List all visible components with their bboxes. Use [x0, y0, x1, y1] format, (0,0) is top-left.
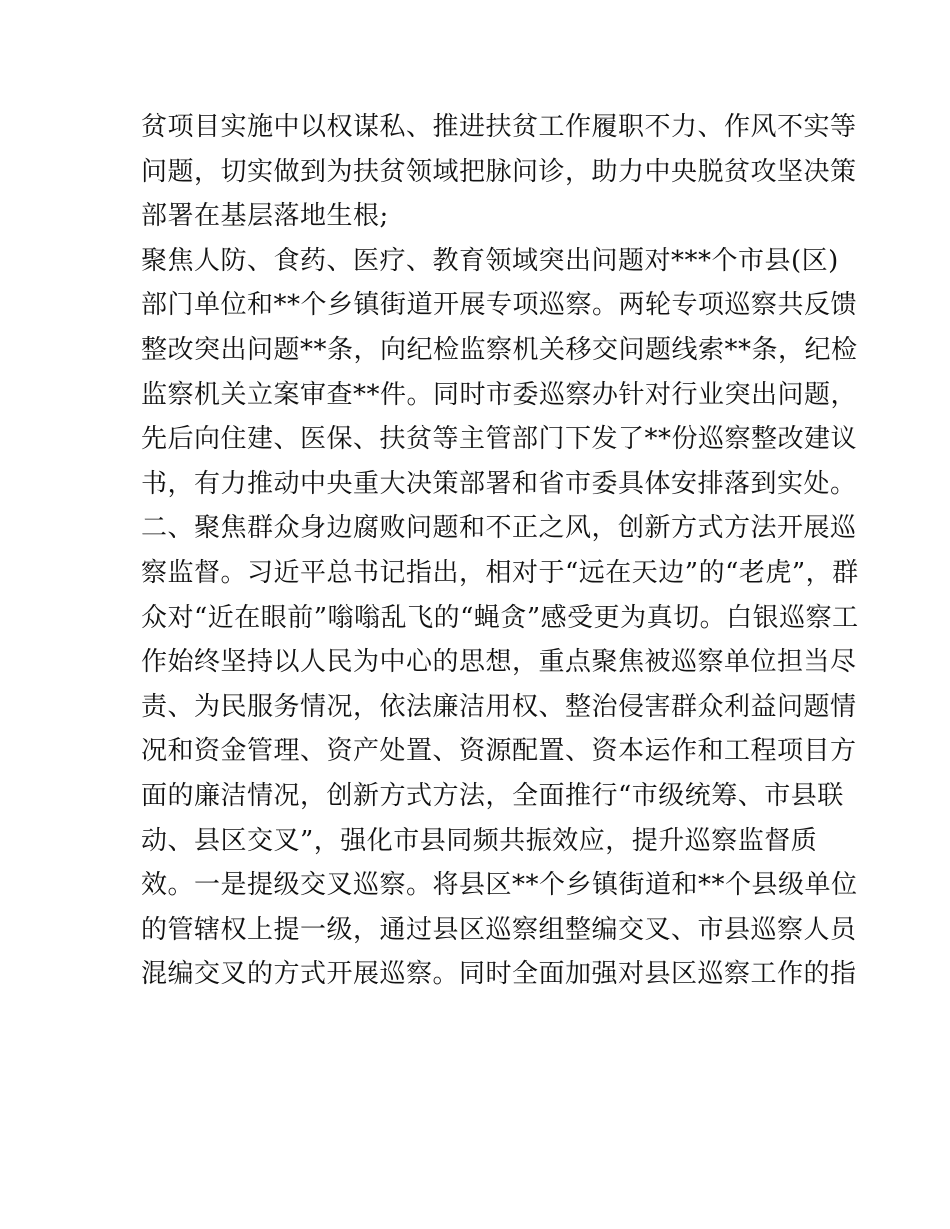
- text-line: 况和资金管理、资产处置、资源配置、资本运作和工程项目方: [141, 736, 857, 767]
- text-line: 二、聚焦群众身边腐败问题和不正之风，创新方式方法开展巡: [141, 513, 857, 544]
- text-line: 责、为民服务情况，依法廉洁用权、整治侵害群众利益问题情: [141, 691, 857, 722]
- text-line: 混编交叉的方式开展巡察。同时全面加强对县区巡察工作的指: [141, 959, 857, 990]
- text-line: 的管辖权上提一级，通过县区巡察组整编交叉、市县巡察人员: [141, 914, 857, 945]
- body-text: [141, 105, 859, 997]
- text-line: 整改突出问题**条，向纪检监察机关移交问题线索**条，纪检: [141, 334, 858, 365]
- text-line: 监察机关立案审查**件。同时市委巡察办针对行业突出问题，: [141, 379, 858, 410]
- text-line: 部门单位和**个乡镇街道开展专项巡察。两轮专项巡察共反馈: [141, 290, 858, 321]
- text-line: 众对“近在眼前”嗡嗡乱飞的“蝇贪”感受更为真切。白银巡察工: [141, 602, 859, 633]
- text-line: 问题，切实做到为扶贫领域把脉问诊，助力中央脱贫攻坚决策: [141, 156, 857, 187]
- text-line: 书，有力推动中央重大决策部署和省市委具体安排落到实处。: [141, 468, 857, 499]
- text-line: 聚焦人防、食药、医疗、教育领域突出问题对***个市县(区): [141, 245, 839, 276]
- text-line: 效。一是提级交叉巡察。将县区**个乡镇街道和**个县级单位: [141, 870, 858, 901]
- text-line: 部署在基层落地生根;: [141, 201, 389, 232]
- text-line: 动、县区交叉”，强化市县同频共振效应，提升巡察监督质: [141, 825, 818, 856]
- text-line: 作始终坚持以人民为中心的思想，重点聚焦被巡察单位担当尽: [141, 647, 857, 678]
- text-line: 察监督。习近平总书记指出，相对于“远在天边”的“老虎”，群: [141, 557, 859, 588]
- text-line: 贫项目实施中以权谋私、推进扶贫工作履职不力、作风不实等: [141, 112, 857, 142]
- text-line: 先后向住建、医保、扶贫等主管部门下发了**份巡察整改建议: [141, 424, 858, 455]
- text-line: 面的廉洁情况，创新方式方法，全面推行“市级统筹、市县联: [141, 780, 844, 811]
